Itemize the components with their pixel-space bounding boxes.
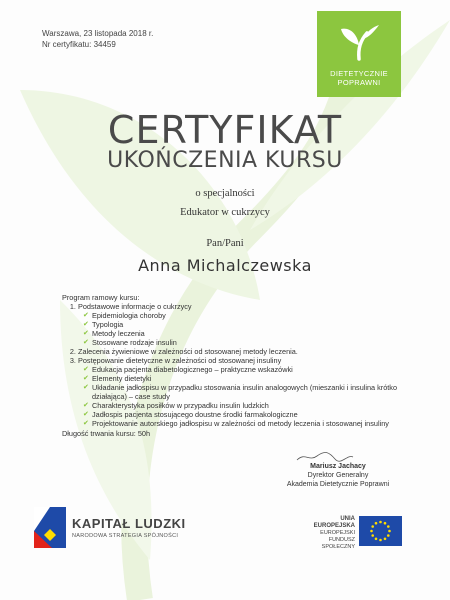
brand-logo [317, 11, 401, 97]
signatory-organization: Akademia Dietetycznie Poprawni [286, 481, 390, 488]
eu-line2: EUROPEJSKI [320, 530, 355, 536]
program-subitem: ✔ Typologia [83, 320, 124, 329]
program-item-label: Podstawowe informacje o cukrzycy [78, 302, 192, 311]
program-heading: Program ramowy kursu: [62, 293, 140, 302]
specialty-intro: o specjalności [195, 188, 255, 199]
kapital-ludzki-subtitle: NARODOWA STRATEGIA SPÓJNOŚCI [72, 533, 179, 539]
course-duration: Długość trwania kursu: 50h [62, 429, 151, 438]
program-item [78, 302, 402, 347]
check-icon: ✔ [83, 339, 89, 346]
program-item-label: Zalecenia żywieniowe w zależności od stosowanej metody leczenia. [78, 347, 298, 356]
recipient-salutation: Pan/Pani [206, 238, 244, 249]
program-subitem: ✔ Charakterystyka posiłków w przypadku insulin ludzkich [83, 401, 269, 410]
check-icon: ✔ [83, 312, 89, 319]
program-subitem: ✔ Metody leczenia [83, 329, 145, 338]
program-subitem: ✔ Elementy dietetyki [83, 374, 152, 383]
kapital-ludzki-logo-icon [30, 505, 68, 550]
kapital-ludzki-title: KAPITAŁ LUDZKI [72, 516, 186, 531]
program-item [78, 356, 402, 428]
program-item [78, 347, 402, 356]
certificate-title: CERTYFIKAT [107, 108, 343, 152]
check-icon: ✔ [83, 384, 89, 391]
leaf-icon [337, 21, 381, 61]
check-icon: ✔ [83, 420, 89, 427]
brand-logo-line2: POPRAWNI [337, 78, 381, 87]
program-subitem: ✔ Stosowane rodzaje insulin [83, 338, 177, 347]
brand-logo-line1: DIETETYCZNIE [330, 69, 388, 78]
program-subitem: ✔ Projektowanie autorskiego jadłospisu w zależności od metody leczenia i stosowanej insuliny [83, 419, 389, 428]
recipient-name: Anna Michalczewska [138, 256, 312, 275]
certificate-subtitle: UKOŃCZENIA KURSU [107, 148, 343, 173]
certificate-number: Nr certyfikatu: 34459 [42, 40, 116, 49]
issue-date: Warszawa, 23 listopada 2018 r. [42, 29, 154, 38]
specialty-name: Edukator w cukrzycy [180, 207, 270, 218]
program-subitems [78, 311, 402, 347]
check-icon: ✔ [83, 366, 89, 373]
check-icon: ✔ [83, 321, 89, 328]
program-subitem: ✔ Edukacja pacjenta diabetologicznego – praktyczne wskazówki [83, 365, 293, 374]
check-icon: ✔ [83, 411, 89, 418]
signature-block [263, 462, 413, 489]
signatory-name: Mariusz Jachacy [310, 463, 366, 470]
signatory-role: Dyrektor Generalny [307, 472, 369, 479]
check-icon: ✔ [83, 330, 89, 337]
program-subitems [78, 365, 402, 428]
eu-stars-icon [359, 516, 402, 546]
eu-line1: UNIA EUROPEJSKA [313, 516, 355, 529]
program-item-label: Postępowanie dietetyczne w zależności od stosowanej insuliny [78, 356, 282, 365]
eu-text-block [300, 516, 355, 551]
eu-line3: FUNDUSZ SPOŁECZNY [321, 537, 355, 550]
program-subitem: ✔ Epidemiologia choroby [83, 311, 166, 320]
program-list [62, 302, 402, 428]
check-icon: ✔ [83, 375, 89, 382]
eu-flag [359, 516, 402, 546]
check-icon: ✔ [83, 402, 89, 409]
course-program [62, 293, 402, 438]
program-subitem: ✔ Jadłospis pacjenta stosującego doustne środki farmakologiczne [83, 410, 298, 419]
program-subitem: ✔ Układanie jadłospisu w przypadku stosowania insulin analogowych (mieszanki i insulina krótko działająca) – case study [83, 383, 398, 401]
